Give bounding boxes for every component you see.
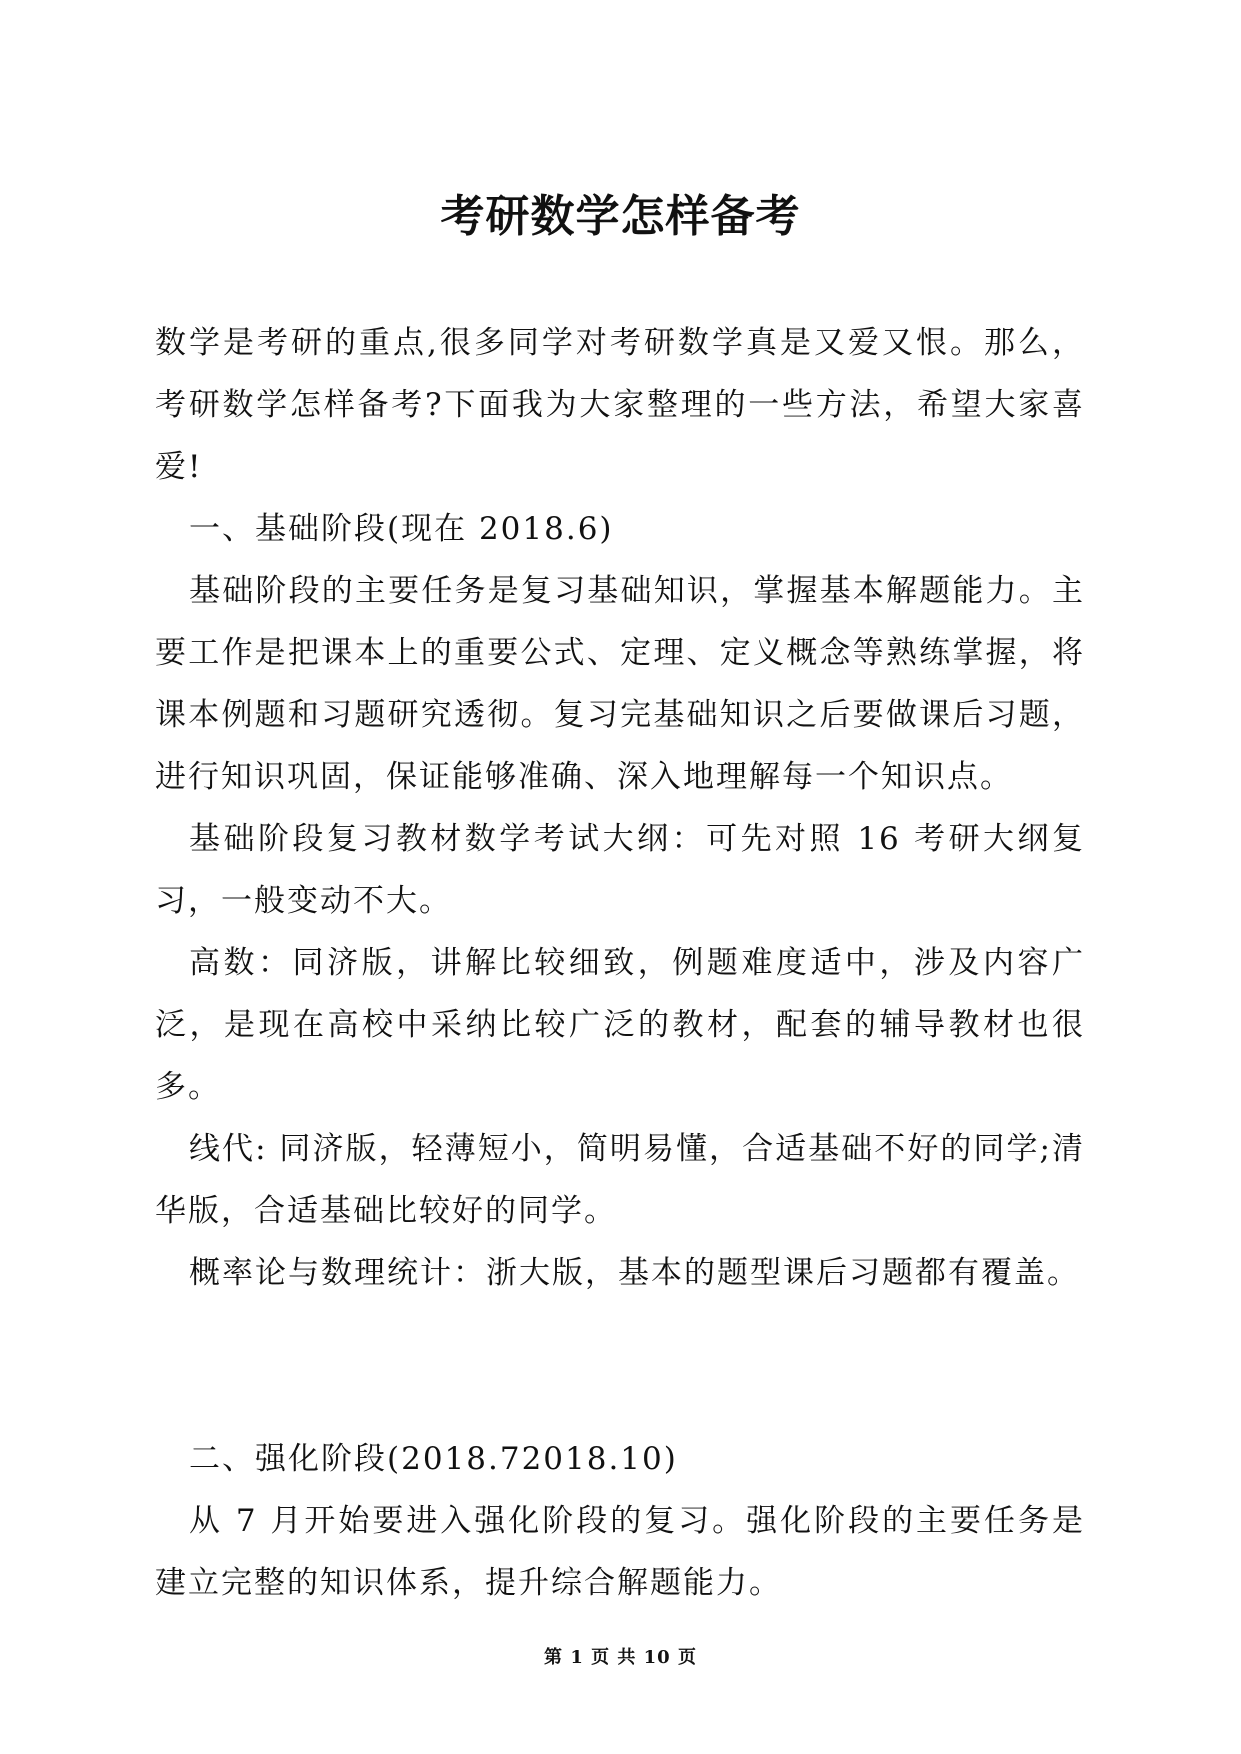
linear-algebra-textbook-paragraph: 线代: 同济版，轻薄短小，简明易懂，合适基础不好的同学;清华版，合适基础比较好的同学。 <box>155 1131 1085 1229</box>
document-title: 考研数学怎样备考 <box>440 191 801 242</box>
calculus-textbook-paragraph: 高数：同济版，讲解比较细致，例题难度适中，涉及内容广泛，是现在高校中采纳比较广泛的教材，配套的辅导教材也很多。 <box>155 945 1085 1105</box>
section-heading-intensive-stage: 二、强化阶段(2018.72018.10) <box>189 1441 678 1477</box>
intro-paragraph: 数学是考研的重点,很多同学对考研数学真是又爱又恨。那么，考研数学怎样备考?下面我为大家整理的一些方法，希望大家喜爱! <box>155 325 1085 485</box>
basic-stage-paragraph: 基础阶段的主要任务是复习基础知识，掌握基本解题能力。主要工作是把课本上的重要公式、定理、定义概念等熟练掌握，将课本例题和习题研究透彻。复习完基础知识之后要做课后习题，进行知识巩固，保证能够准确、深入地理解每一个知识点。 <box>155 573 1085 795</box>
document-body <box>155 312 1085 1614</box>
syllabus-paragraph: 基础阶段复习教材数学考试大纲：可先对照 16 考研大纲复习，一般变动不大。 <box>155 821 1085 919</box>
intensive-stage-paragraph: 从 7 月开始要进入强化阶段的复习。强化阶段的主要任务是建立完整的知识体系，提升综合解题能力。 <box>155 1503 1085 1601</box>
paragraph-gap <box>155 1304 1085 1428</box>
section-heading-basic-stage: 一、基础阶段(现在 2018.6) <box>189 511 614 547</box>
page-number-footer: 第 1 页 共 10 页 <box>544 1647 697 1668</box>
probability-textbook-paragraph: 概率论与数理统计：浙大版，基本的题型课后习题都有覆盖。 <box>189 1255 1080 1291</box>
